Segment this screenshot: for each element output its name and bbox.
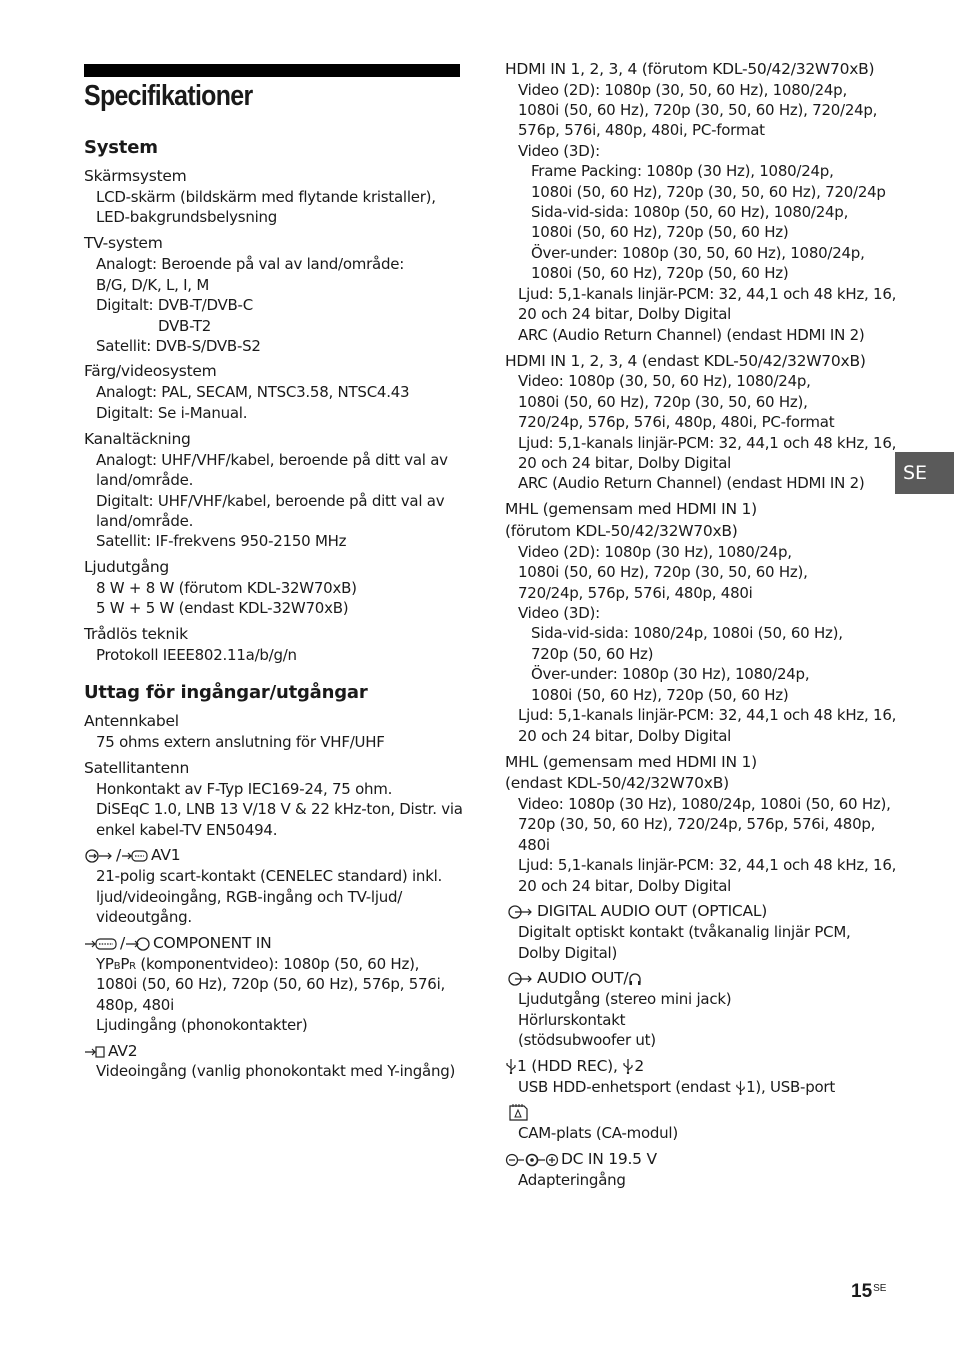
component-line-3: 480p, 480i — [96, 996, 174, 1014]
mhl1-line-1: Video (2D): 1080p (30 Hz), 1080/24p, — [518, 543, 792, 561]
mhl2-line-2: 720p (30, 50, 60 Hz), 720/24p, 576p, 576i, 480p, — [518, 815, 876, 833]
mhl1-label-2: (förutom KDL-50/42/32W70xB) — [505, 522, 738, 540]
hdmi1-line-6: 1080i (50, 60 Hz), 720p (30, 50, 60 Hz), 720/24p — [531, 183, 886, 201]
audioout-line-3: (stödsubwoofer ut) — [518, 1031, 656, 1049]
usb-line-1b: 1), USB-port — [746, 1078, 835, 1096]
farg-label: Färg/videosystem — [84, 362, 217, 380]
mhl2-label-2: (endast KDL-50/42/32W70xB) — [505, 774, 729, 792]
page-title: Specifikationer — [84, 80, 253, 112]
hdmi2-line-3: 720/24p, 576p, 576i, 480p, 480i, PC-format — [518, 413, 835, 431]
mhl2-line-5: 20 och 24 bitar, Dolby Digital — [518, 877, 732, 895]
usb-line-1a: USB HDD-enhetsport (endast — [518, 1078, 736, 1096]
optical-line-1: Digitalt optiskt kontakt (tvåkanalig linjär PCM, — [518, 923, 851, 941]
skarm-line-2: LED-bakgrundsbelysning — [96, 208, 278, 226]
comp-y: Y — [96, 955, 105, 973]
kanal-line-5: Satellit: IF-frekvens 950-2150 MHz — [96, 532, 347, 550]
ljud-label: Ljudutgång — [84, 558, 170, 576]
hdmi2-line-5: 20 och 24 bitar, Dolby Digital — [518, 454, 732, 472]
satant-line-3: enkel kabel-TV EN50494. — [96, 821, 278, 839]
tv-line-1: Analogt: Beroende på val av land/område: — [96, 255, 405, 273]
component-separator: / — [120, 934, 125, 952]
usb-line-1 — [518, 1077, 835, 1101]
hdmi1-line-13: ARC (Audio Return Channel) (endast HDMI IN 2) — [518, 326, 865, 344]
hdmi1-line-7: Sida-vid-sida: 1080p (50, 60 Hz), 1080/24p, — [531, 203, 849, 221]
audioout-line-1: Ljudutgång (stereo mini jack) — [518, 990, 732, 1008]
hdmi1-line-12: 20 och 24 bitar, Dolby Digital — [518, 305, 732, 323]
mhl1-line-7: Över-under: 1080p (30 Hz), 1080/24p, — [531, 665, 810, 683]
hdmi2-line-2: 1080i (50, 60 Hz), 720p (30, 50, 60 Hz), — [518, 393, 808, 411]
ljud-line-1: 8 W + 8 W (förutom KDL-32W70xB) — [96, 579, 357, 597]
hdmi1-line-10: 1080i (50, 60 Hz), 720p (50, 60 Hz) — [531, 264, 789, 282]
mhl1-line-10: 20 och 24 bitar, Dolby Digital — [518, 727, 732, 745]
antenn-line-1: 75 ohms extern anslutning för VHF/UHF — [96, 733, 385, 751]
component-label-row — [84, 933, 271, 957]
av1-line-1: 21-polig scart-kontakt (CENELEC standard) inkl. — [96, 867, 443, 885]
system-heading: System — [84, 137, 158, 158]
hdmi1-line-5: Frame Packing: 1080p (30 Hz), 1080/24p, — [531, 162, 834, 180]
av2-line-1: Videoingång (vanlig phonokontakt med Y-ingång) — [96, 1062, 456, 1080]
farg-line-1: Analogt: PAL, SECAM, NTSC3.58, NTSC4.43 — [96, 383, 410, 401]
mhl1-line-6: 720p (50, 60 Hz) — [531, 645, 654, 663]
hdmi1-line-4: Video (3D): — [518, 142, 600, 160]
satant-line-1: Honkontakt av F-Typ IEC169-24, 75 ohm. — [96, 780, 393, 798]
av1-line-2: ljud/videoingång, RGB-ingång och TV-ljud/ — [96, 888, 403, 906]
mhl1-line-9: Ljud: 5,1-kanals linjär-PCM: 32, 44,1 och 48 kHz, 16, — [518, 706, 897, 724]
tv-line-4: DVB-T2 — [158, 317, 212, 335]
usb-label-a: 1 (HDD REC), — [517, 1057, 623, 1075]
page-number — [851, 1281, 886, 1303]
mhl1-label-1: MHL (gemensam med HDMI IN 1) — [505, 500, 757, 518]
mhl1-line-8: 1080i (50, 60 Hz), 720p (50, 60 Hz) — [531, 686, 789, 704]
tv-line-5: Satellit: DVB-S/DVB-S2 — [96, 337, 261, 355]
mhl1-line-5: Sida-vid-sida: 1080/24p, 1080i (50, 60 Hz), — [531, 624, 843, 642]
mhl1-line-3: 720/24p, 576p, 576i, 480p, 480i — [518, 584, 753, 602]
hdmi1-line-3: 576p, 576i, 480p, 480i, PC-format — [518, 121, 765, 139]
kanal-line-3: Digitalt: UHF/VHF/kabel, beroende på ditt val av — [96, 492, 445, 510]
usb-label-b: 2 — [634, 1057, 644, 1075]
av2-label: AV2 — [108, 1042, 138, 1060]
antenn-label: Antennkabel — [84, 712, 179, 730]
uttag-heading: Uttag för ingångar/utgångar — [84, 682, 368, 703]
comp-r-sub: R — [129, 961, 136, 972]
component-line-2: 1080i (50, 60 Hz), 720p (50, 60 Hz), 576p, 576i, — [96, 975, 446, 993]
av1-label: AV1 — [150, 846, 181, 864]
farg-line-2: Digitalt: Se i-Manual. — [96, 404, 248, 422]
kanal-line-1: Analogt: UHF/VHF/kabel, beroende på ditt val av — [96, 451, 448, 469]
av1-line-3: videoutgång. — [96, 908, 192, 926]
page-number-value: 15 — [851, 1281, 873, 1302]
usb-icon — [505, 1058, 517, 1080]
tradlos-label: Trådlös teknik — [84, 625, 188, 643]
mhl1-line-2: 1080i (50, 60 Hz), 720p (30, 50, 60 Hz), — [518, 563, 808, 581]
hdmi1-line-9: Över-under: 1080p (30, 50, 60 Hz), 1080/24p, — [531, 244, 865, 262]
av1-label-row — [84, 845, 180, 869]
page-number-suffix: SE — [873, 1283, 887, 1294]
language-tab: SE — [895, 452, 954, 494]
dc-label: DC IN 19.5 V — [561, 1150, 657, 1168]
tradlos-line-1: Protokoll IEEE802.11a/b/g/n — [96, 646, 297, 664]
component-line-4: Ljudingång (phonokontakter) — [96, 1016, 308, 1034]
audioout-line-2: Hörlurskontakt — [518, 1011, 626, 1029]
tv-line-2: B/G, D/K, L, I, M — [96, 276, 210, 294]
hdmi2-line-4: Ljud: 5,1-kanals linjär-PCM: 32, 44,1 och 48 kHz, 16, — [518, 434, 897, 452]
hdmi1-line-2: 1080i (50, 60 Hz), 720p (30, 50, 60 Hz), 720/24p, — [518, 101, 878, 119]
dc-label-row — [505, 1149, 657, 1173]
tv-line-3: Digitalt: DVB-T/DVB-C — [96, 296, 253, 314]
usb-icon-inline — [735, 1080, 746, 1101]
audioout-label: AUDIO OUT/ — [537, 969, 629, 987]
dc-line-1: Adapteringång — [518, 1171, 626, 1189]
kanal-line-2: land/område. — [96, 471, 194, 489]
hdmi2-line-6: ARC (Audio Return Channel) (endast HDMI IN 2) — [518, 474, 865, 492]
comp-rest: (komponentvideo): 1080p (50, 60 Hz), — [135, 955, 420, 973]
optical-label: DIGITAL AUDIO OUT (OPTICAL) — [537, 902, 768, 920]
mhl1-line-4: Video (3D): — [518, 604, 600, 622]
comp-b-sub: B — [113, 961, 121, 972]
mhl2-line-4: Ljud: 5,1-kanals linjär-PCM: 32, 44,1 och 48 kHz, 16, — [518, 856, 897, 874]
mhl2-line-1: Video: 1080p (30 Hz), 1080/24p, 1080i (50, 60 Hz), — [518, 795, 891, 813]
skarm-label: Skärmsystem — [84, 167, 187, 185]
tv-label: TV-system — [84, 234, 163, 252]
kanal-label: Kanaltäckning — [84, 430, 191, 448]
hdmi1-line-1: Video (2D): 1080p (30, 50, 60 Hz), 1080/24p, — [518, 81, 847, 99]
satant-label: Satellitantenn — [84, 759, 190, 777]
kanal-line-4: land/område. — [96, 512, 194, 530]
component-label: COMPONENT IN — [152, 934, 272, 952]
hdmi1-line-8: 1080i (50, 60 Hz), 720p (50, 60 Hz) — [531, 223, 789, 241]
hdmi2-line-1: Video: 1080p (30, 50, 60 Hz), 1080/24p, — [518, 372, 811, 390]
mhl2-line-3: 480i — [518, 836, 550, 854]
hdmi1-line-11: Ljud: 5,1-kanals linjär-PCM: 32, 44,1 och 48 kHz, 16, — [518, 285, 897, 303]
comp-p2: P — [120, 955, 130, 973]
optical-line-2: Dolby Digital) — [518, 944, 618, 962]
hdmi1-label: HDMI IN 1, 2, 3, 4 (förutom KDL-50/42/32W70xB) — [505, 60, 875, 78]
audioout-label-row — [507, 968, 644, 992]
skarm-line-1: LCD-skärm (bildskärm med flytande kristaller), — [96, 188, 436, 206]
hdmi2-label: HDMI IN 1, 2, 3, 4 (endast KDL-50/42/32W70xB) — [505, 352, 866, 370]
mhl2-label-1: MHL (gemensam med HDMI IN 1) — [505, 753, 757, 771]
comp-p1: P — [104, 955, 114, 973]
av1-separator: / — [116, 846, 121, 864]
ljud-line-2: 5 W + 5 W (endast KDL-32W70xB) — [96, 599, 349, 617]
satant-line-2: DiSEqC 1.0, LNB 13 V/18 V & 22 kHz-ton, Distr. via — [96, 800, 463, 818]
usb-label-row — [505, 1056, 644, 1080]
title-rule — [84, 64, 460, 77]
cam-line-1: CAM-plats (CA-modul) — [518, 1124, 678, 1142]
optical-label-row — [507, 901, 767, 925]
